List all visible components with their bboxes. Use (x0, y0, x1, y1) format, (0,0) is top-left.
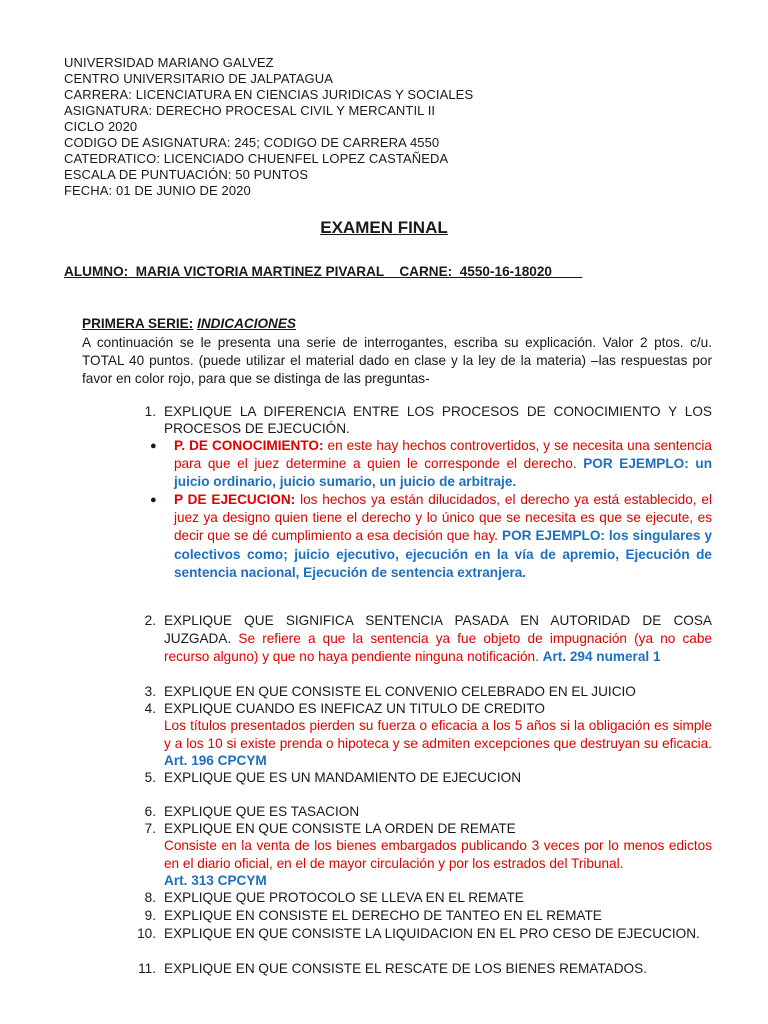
answer-block (174, 437, 712, 492)
question-text: EXPLIQUE EN QUE CONSISTE LA LIQUIDACION EN EL PRO CESO DE EJECUCION. (164, 926, 700, 941)
question-number: 1. (144, 404, 156, 419)
question-block (164, 612, 712, 666)
answer-reference: Art. 313 CPCYM (164, 873, 267, 888)
answer-text: Consiste en la venta de los bienes embargados publicando 3 veces por lo menos edictos en el diario oficial, en el de mayor circulación y por los estrados del Tribunal. (164, 838, 712, 871)
answer-label: P. DE CONOCIMIENTO: (174, 438, 324, 453)
section-title (82, 316, 296, 331)
question-text: EXPLIQUE LA DIFERENCIA ENTRE LOS PROCESOS DE CONOCIMIENTO Y LOS PROCESOS DE EJECUCIÓN. (164, 404, 712, 436)
answer-block (164, 837, 712, 890)
question-text: EXPLIQUE EN QUE CONSISTE LA ORDEN DE REMATE (164, 821, 516, 836)
header-line: FECHA: 01 DE JUNIO DE 2020 (64, 183, 251, 198)
header-line: CARRERA: LICENCIATURA EN CIENCIAS JURIDICAS Y SOCIALES (64, 87, 474, 102)
answer-label: P DE EJECUCION: (174, 492, 296, 507)
question-text: EXPLIQUE EN CONSISTE EL DERECHO DE TANTEO EN EL REMATE (164, 908, 602, 923)
answer-example: POR EJEMPLO: un juicio ordinario, juicio sumario, un juicio de arbitraje. (174, 456, 713, 490)
bullet-icon: ● (150, 494, 157, 506)
question-number: 2. (144, 613, 156, 628)
answer-block (174, 491, 712, 582)
question-number: 6. (144, 804, 156, 819)
header-line: CATEDRATICO: LICENCIADO CHUENFEL LOPEZ CASTAÑEDA (64, 151, 449, 166)
header-line: CENTRO UNIVERSITARIO DE JALPATAGUA (64, 71, 333, 86)
question-text: EXPLIQUE QUE ES UN MANDAMIENTO DE EJECUCION (164, 770, 522, 785)
question-text: EXPLIQUE EN QUE CONSISTE EL CONVENIO CELEBRADO EN EL JUICIO (164, 684, 636, 699)
section-label: PRIMERA SERIE: (82, 316, 194, 331)
student-line: ALUMNO:_MARIA VICTORIA MARTINEZ PIVARAL__CARNE:_4550-16-18020____ (64, 264, 583, 279)
question-number: 7. (144, 821, 156, 836)
header-line: ESCALA DE PUNTUACIÓN: 50 PUNTOS (64, 167, 309, 182)
question-number: 4. (144, 701, 156, 716)
answer-block (164, 717, 712, 770)
header-line: CODIGO DE ASIGNATURA: 245; CODIGO DE CARRERA 4550 (64, 135, 440, 150)
question-text: EXPLIQUE QUE PROTOCOLO SE LLEVA EN EL REMATE (164, 890, 524, 905)
answer-text: Los títulos presentados pierden su fuerza o eficacia a los 5 años si la obligación es simple y a los 10 si existe prenda o hipoteca y se admiten excepciones que destruyan su eficacia. (164, 718, 712, 751)
answer-text: Se refiere a que la sentencia ya fue objeto de impugnación (ya no cabe recurso alguno) y que no haya pendiente ninguna notificación. (164, 631, 712, 664)
answer-example: POR EJEMPLO: los singulares y colectivos como; juicio ejecutivo, ejecución en la vía de apremio, Ejecución de sentencia nacional, Ejecución de sentencia extranjera. (174, 528, 713, 580)
question-number: 5. (144, 770, 156, 785)
answer-reference: Art. 294 numeral 1 (542, 649, 661, 664)
answer-text: los hechos ya están dilucidados, el derecho ya está establecido, el juez ya designo quien tiene el derecho y lo único que se necesita es que se ejecute, es decir que se dé cumplimiento a esa decisión que hay. (174, 492, 712, 544)
answer-reference: Art. 196 CPCYM (164, 753, 267, 768)
header-line: UNIVERSIDAD MARIANO GALVEZ (64, 55, 274, 70)
question-text: EXPLIQUE QUE SIGNIFICA SENTENCIA PASADA EN AUTORIDAD DE COSA JUZGADA. (164, 613, 712, 646)
answer-text: en este hay hechos controvertidos, y se necesita una sentencia para que el juez determine a quien le corresponde el derecho. (174, 438, 712, 472)
question-number: 11. (138, 961, 156, 976)
bullet-icon: ● (150, 440, 157, 452)
header-line: ASIGNATURA: DERECHO PROCESAL CIVIL Y MERCANTIL II (64, 103, 436, 118)
exam-title: EXAMEN FINAL (320, 218, 448, 237)
question-text: EXPLIQUE EN QUE CONSISTE EL RESCATE DE LOS BIENES REMATADOS. (164, 961, 647, 976)
document-header (64, 55, 473, 199)
header-line: CICLO 2020 (64, 119, 138, 134)
question-number: 8. (144, 890, 156, 905)
question-text: EXPLIQUE CUANDO ES INEFICAZ UN TITULO DE CREDITO (164, 701, 545, 716)
question-text: EXPLIQUE QUE ES TASACION (164, 804, 360, 819)
section-label-italic: INDICACIONES (197, 316, 297, 331)
question-number: 9. (144, 908, 156, 923)
question-number: 10. (137, 926, 156, 941)
section-instructions: A continuación se le presenta una serie de interrogantes, escriba su explicación. Valor 2 ptos. c/u. TOTAL 40 puntos. (puede utilizar el material dado en clase y la ley de la materia) –las respuestas por favor en color rojo, para que se distinga de las preguntas- (82, 335, 712, 386)
question-number: 3. (144, 684, 156, 699)
